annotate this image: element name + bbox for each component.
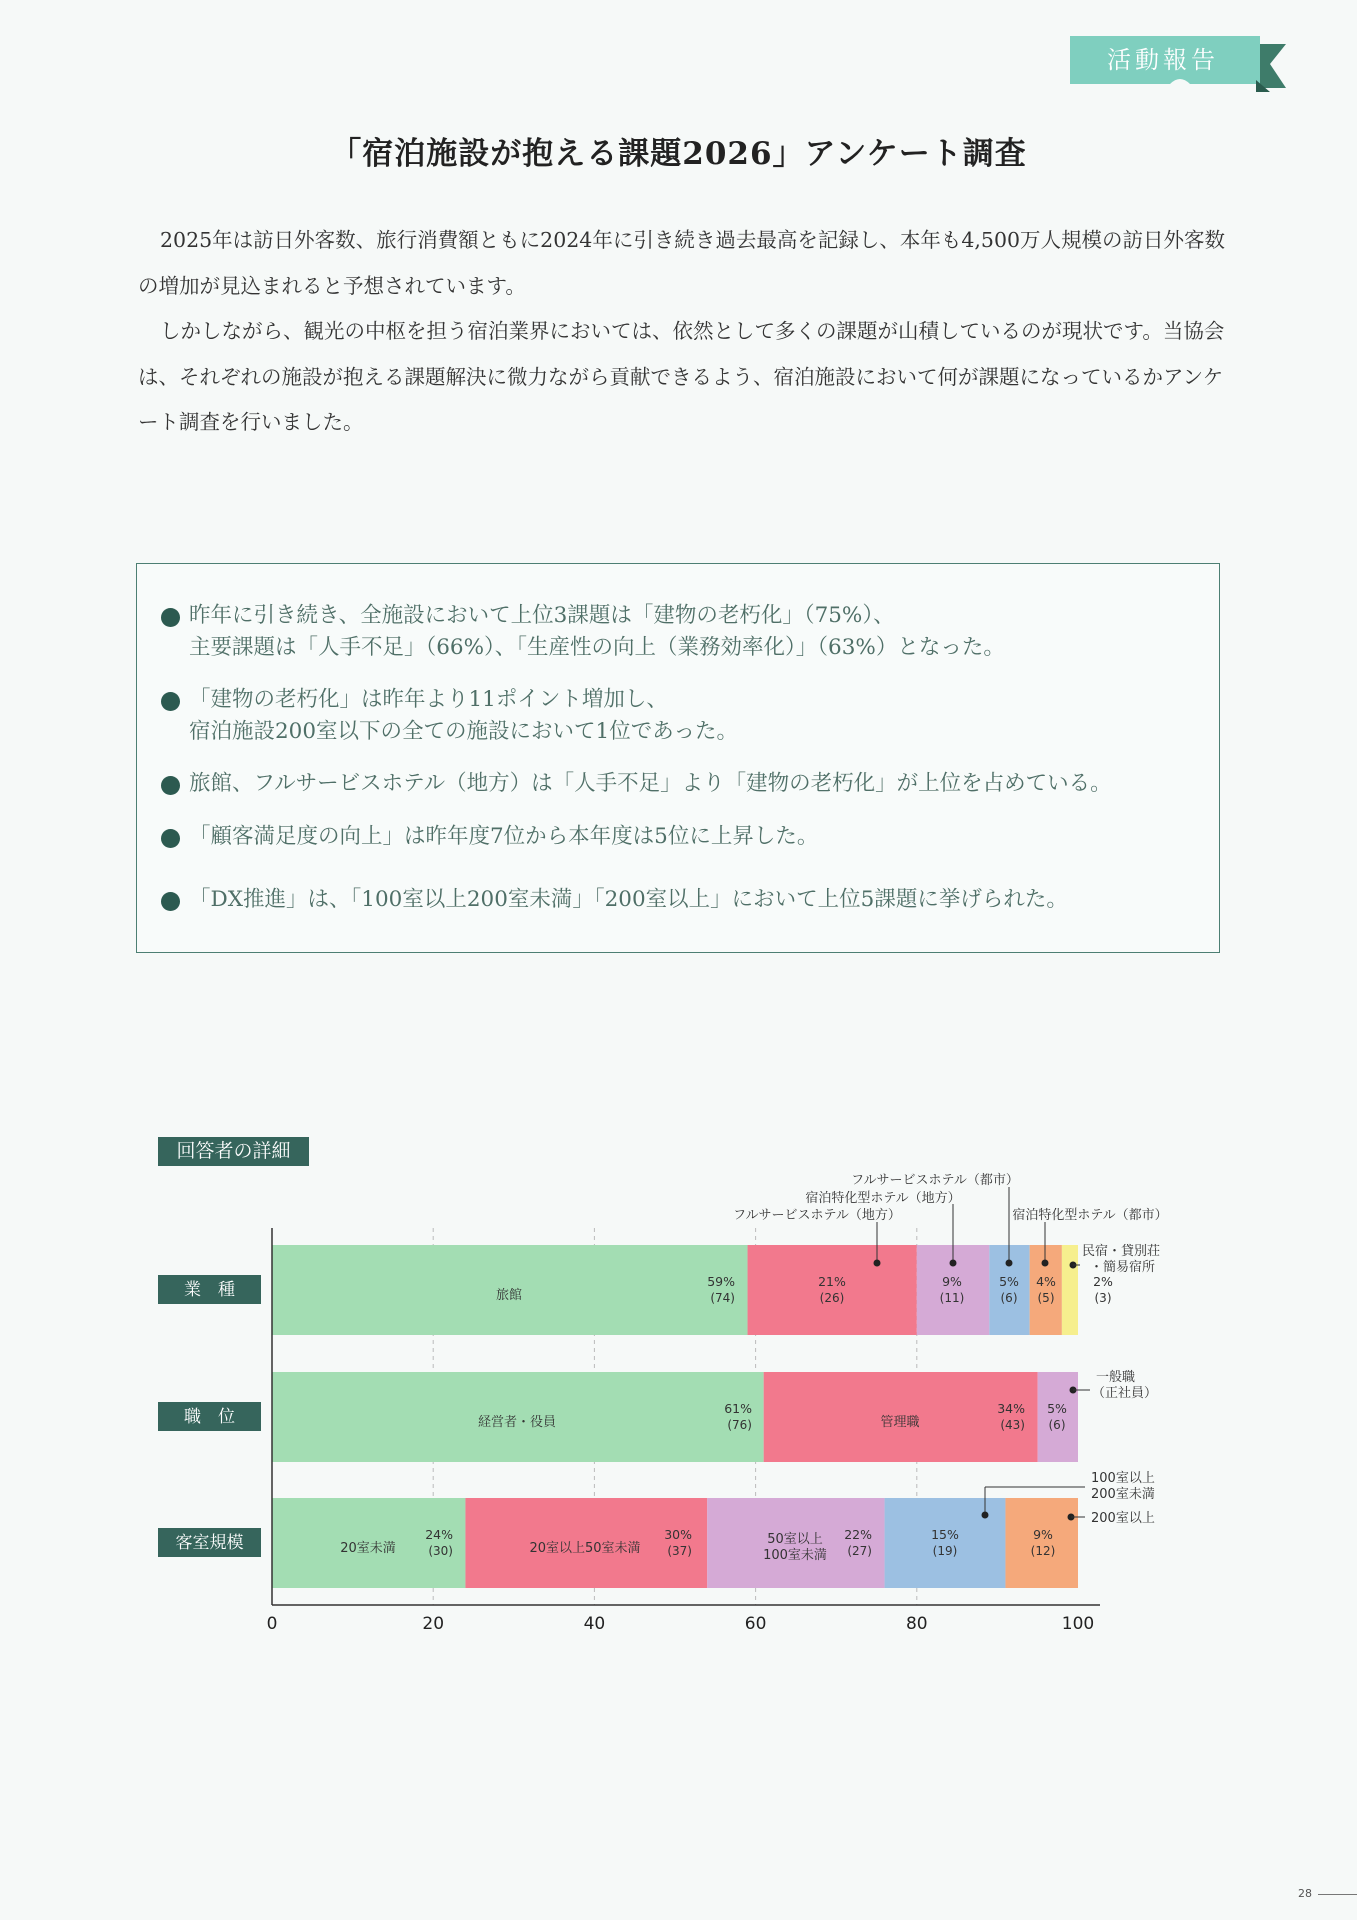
bar-value-label: 30% [664, 1527, 692, 1542]
summary-item-line1: 「顧客満足度の向上」は昨年度7位から本年度は5位に上昇した。 [189, 824, 819, 849]
bar-count-label: (6) [1000, 1291, 1018, 1305]
callout-dot [874, 1260, 881, 1267]
summary-item-line2: 宿泊施設200室以下の全ての施設において1位であった。 [189, 719, 739, 744]
respondents-heading: 回答者の詳細 [158, 1137, 309, 1166]
x-tick-label: 80 [905, 1614, 928, 1634]
page-title: 「宿泊施設が抱える課題2026」アンケート調査 [330, 136, 1027, 172]
bar-count-label: (3) [1094, 1291, 1112, 1305]
bar-segment [1038, 1372, 1078, 1462]
callout-label: 200室以上 [1091, 1511, 1155, 1526]
page-number: 28 [1298, 1887, 1312, 1900]
bullet-icon [161, 892, 180, 911]
bar-count-label: (43) [1000, 1418, 1025, 1432]
callout-label: フルサービスホテル（地方） [733, 1208, 901, 1223]
callout-label: 一般職 [1096, 1370, 1136, 1385]
callout-dot [982, 1512, 989, 1519]
summary-item-line1: 「DX推進」は、「100室以上200室未満」「200室以上」において上位5課題に挙げられた。 [189, 887, 1068, 912]
row-label: 職 位 [184, 1407, 235, 1427]
bar-count-label: (5) [1037, 1291, 1055, 1305]
summary-item-line1: 昨年に引き続き、全施設において上位3課題は「建物の老朽化」（75%）、 [189, 603, 895, 628]
summary-item-line1: 「建物の老朽化」は昨年より11ポイント増加し、 [189, 687, 668, 712]
bar-category-label: 100室未満 [763, 1548, 827, 1563]
bar-count-label: (19) [932, 1544, 958, 1558]
bar-value-label: 34% [997, 1401, 1025, 1416]
callout-label: （正社員） [1092, 1386, 1158, 1401]
x-tick-label: 60 [744, 1614, 767, 1634]
bar-value-label: 2% [1093, 1274, 1113, 1289]
bar-count-label: (26) [819, 1291, 845, 1305]
bar-category-label: 管理職 [880, 1415, 920, 1430]
bar-value-label: 61% [724, 1401, 752, 1416]
intro-text [138, 218, 1228, 446]
callout-label: 100室以上 [1091, 1471, 1155, 1486]
bullet-icon [161, 692, 180, 711]
bar-category-label: 経営者・役員 [477, 1415, 557, 1430]
bar-count-label: (6) [1048, 1418, 1066, 1432]
bar-count-label: (37) [667, 1544, 692, 1558]
callout-label: フルサービスホテル（都市） [851, 1173, 1019, 1188]
x-tick-label: 0 [266, 1614, 278, 1634]
bar-category-label: 20室未満 [340, 1541, 396, 1556]
bar-value-label: 4% [1036, 1274, 1056, 1289]
intro-paragraph-1: 2025年は訪日外客数、旅行消費額ともに2024年に引き続き過去最高を記録し、本年も4,500万人規模の訪日外客数の増加が見込まれると予想されています。 [138, 228, 1226, 298]
section-tag-label: 活動報告 [1107, 46, 1219, 74]
bar-value-label: 9% [1033, 1527, 1053, 1542]
summary-item-line2: 主要課題は「人手不足」（66%）、「生産性の向上（業務効率化）」（63%）となった。 [189, 635, 1005, 660]
section-tag [1070, 36, 1286, 84]
bar-value-label: 24% [425, 1527, 453, 1542]
x-tick-label: 40 [583, 1614, 606, 1634]
summary-item [161, 600, 1201, 664]
bar-value-label: 15% [931, 1527, 959, 1542]
bar-value-label: 21% [818, 1274, 846, 1289]
summary-box [136, 563, 1220, 953]
bar-segment [1030, 1245, 1062, 1335]
summary-item [161, 884, 1201, 916]
bullet-icon [161, 776, 180, 795]
callout-dot [1042, 1260, 1049, 1267]
callout-label: 民宿・貸別荘 [1082, 1244, 1161, 1259]
bar-value-label: 5% [999, 1274, 1019, 1289]
callout-dot [1006, 1260, 1013, 1267]
respondents-stacked-bar-chart [0, 1160, 1357, 1650]
bullet-icon [161, 608, 180, 627]
bar-category-label: 20室以上50室未満 [529, 1541, 641, 1556]
page-number-rule [1318, 1894, 1357, 1895]
callout-label: 200室未満 [1091, 1487, 1155, 1502]
bullet-icon [161, 829, 180, 848]
bar-count-label: (12) [1030, 1544, 1056, 1558]
intro-paragraph-2: しかしながら、観光の中枢を担う宿泊業界においては、依然として多くの課題が山積しているのが現状です。当協会は、それぞれの施設が抱える課題解決に微力ながら貢献できるよう、宿泊施設において何が課題になっているかアンケート調査を行いました。 [138, 319, 1225, 434]
bar-segment [885, 1498, 1006, 1588]
bar-count-label: (74) [710, 1291, 735, 1305]
callout-dot [950, 1260, 957, 1267]
row-label: 業 種 [184, 1280, 235, 1300]
summary-item [161, 821, 1201, 853]
callout-label: 宿泊特化型ホテル（地方） [805, 1191, 961, 1206]
summary-item [161, 684, 1201, 748]
bar-segment [1005, 1498, 1078, 1588]
bar-value-label: 59% [707, 1274, 735, 1289]
bar-value-label: 9% [942, 1274, 962, 1289]
bar-count-label: (27) [847, 1544, 872, 1558]
bar-count-label: (30) [428, 1544, 453, 1558]
bar-value-label: 5% [1047, 1401, 1067, 1416]
bar-value-label: 22% [844, 1527, 872, 1542]
callout-label: 宿泊特化型ホテル（都市） [1012, 1208, 1168, 1223]
bar-count-label: (11) [939, 1291, 965, 1305]
x-tick-label: 100 [1061, 1614, 1095, 1634]
bar-category-label: 50室以上 [767, 1532, 823, 1547]
bar-segment [748, 1245, 917, 1335]
bar-category-label: 旅館 [495, 1288, 523, 1303]
summary-item [161, 768, 1201, 800]
callout-label: ・簡易宿所 [1090, 1260, 1156, 1275]
bar-segment [1062, 1245, 1078, 1335]
x-tick-label: 20 [422, 1614, 445, 1634]
summary-item-line1: 旅館、フルサービスホテル（地方）は「人手不足」より「建物の老朽化」が上位を占めている。 [189, 771, 1112, 796]
bar-count-label: (76) [727, 1418, 752, 1432]
row-label: 客室規模 [175, 1533, 244, 1553]
